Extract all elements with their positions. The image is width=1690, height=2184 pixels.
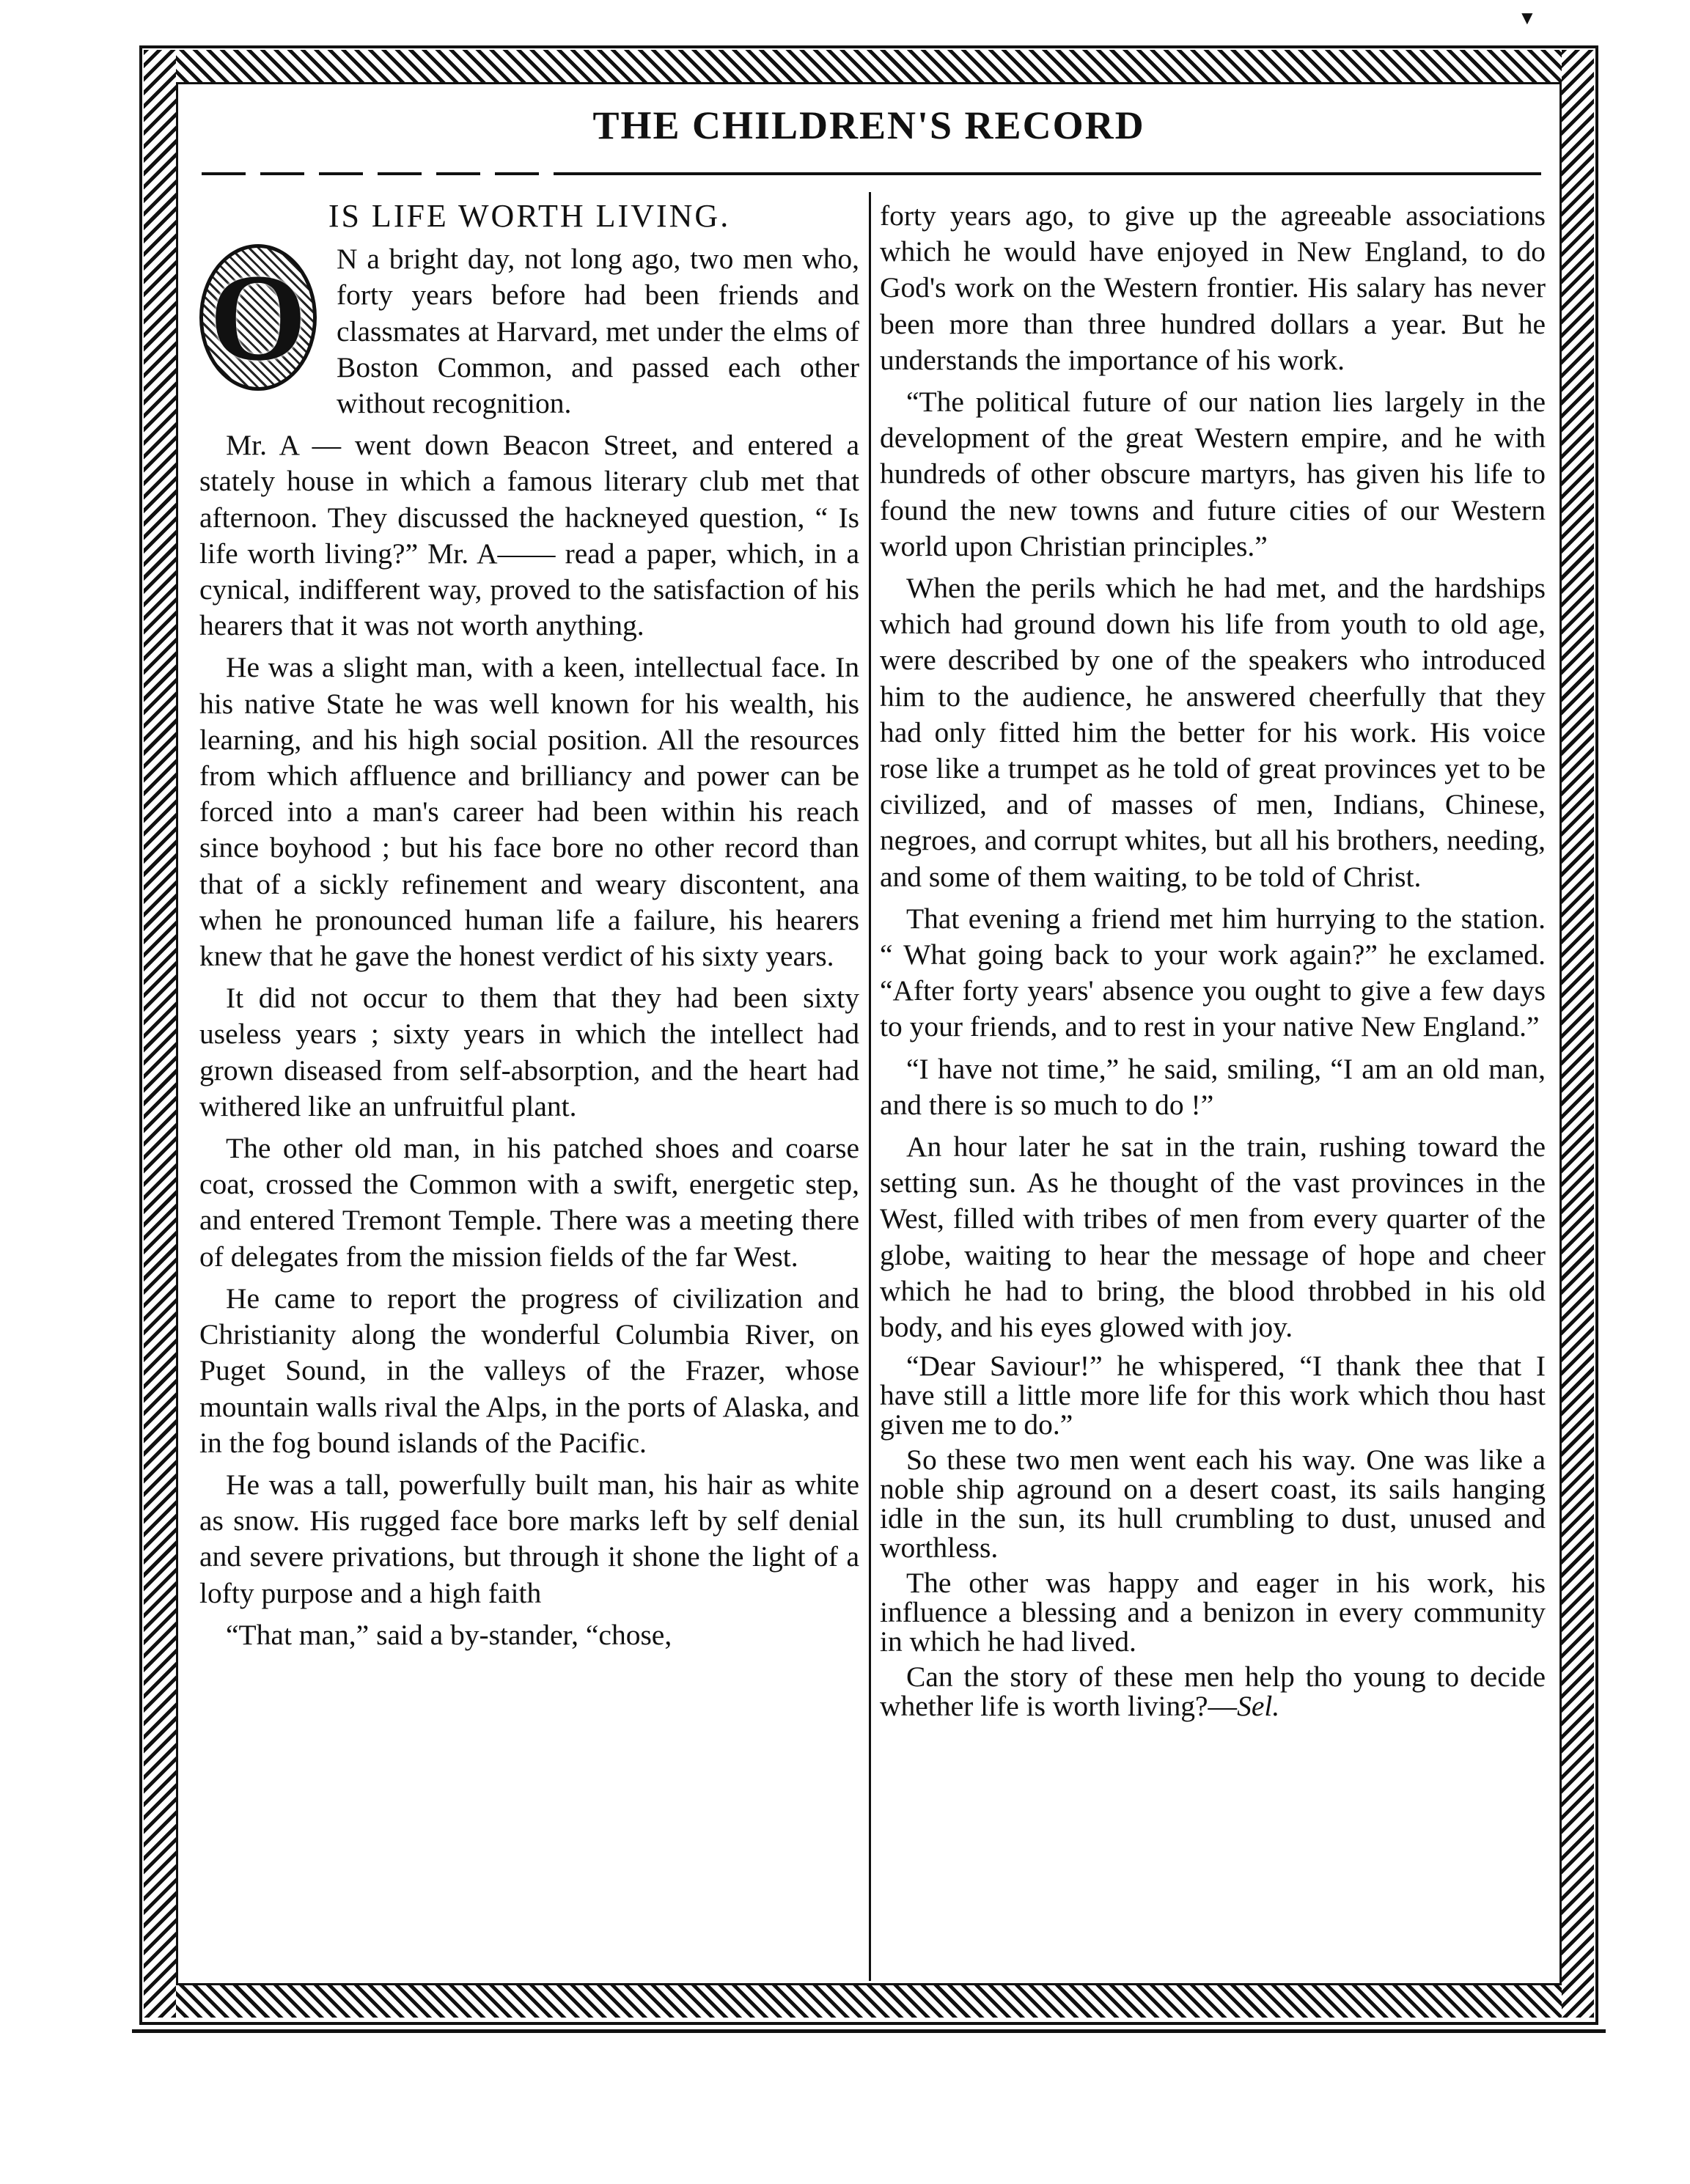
paragraph: He was a tall, powerfully built man, his hair as white as snow. His rugged face bore marks left by self denial and severe privations, but through it shone the light of a lofty purpose and a high faith	[199, 1468, 859, 1609]
paragraph: “Dear Saviour!” he whispered, “I thank thee that I have still a little more life for this work which thou hast given me to do.”	[880, 1350, 1546, 1441]
paragraph: Mr. A — went down Beacon Street, and entered a stately house in which a famous literary club met that afternoon. They discussed the hackneyed question, “ Is life worth living?” Mr. A—— read a paper, which, in a cynical, indifferent way, proved to the satisfaction of his hearers that it was not worth anything.	[199, 429, 859, 642]
paragraph: “I have not time,” he said, smiling, “I am an old man, and there is so much to do !”	[880, 1052, 1546, 1121]
right-column	[880, 198, 1546, 1727]
paragraph: When the perils which he had met, and the hardships which had ground down his life from youth to old age, were described by one of the speakers who introduced him to the audience, he answered cheerfully that they had only fitted him the better for his work. His voice rose like a trumpet as he told of great provinces yet to be civilized, and of masses of men, Indians, Chinese, negroes, and corrupt whites, but all his brothers, needing, and some of them waiting, to be told of Christ.	[880, 572, 1546, 893]
paragraph: “The political future of our nation lies largely in the development of the great Western empire, and he with hundreds of other obscure martyrs, has given his life to found the new towns and future cities of our Western world upon Christian principles.”	[880, 386, 1546, 562]
dropcap-letter: O	[209, 249, 307, 387]
paragraph: That evening a friend met him hurrying to the station. “ What going back to your work again?” he exclamed. “After forty years' absence you ought to give a few days to your friends, and to rest in your native New England.”	[880, 902, 1546, 1043]
closing-text: Can the story of these men help tho young to decide whether life is worth living?—	[880, 1661, 1546, 1723]
paragraph: The other old man, in his patched shoes and coarse coat, crossed the Common with a swift, energetic step, and entered Tremont Temple. There was a meeting there of delegates from the mission fields of the far West.	[199, 1132, 859, 1273]
header-rule	[595, 172, 1541, 175]
border-hatch-left	[144, 50, 176, 2018]
border-hatch-bottom	[144, 1985, 1594, 2018]
column-divider	[869, 192, 871, 1981]
paragraph: “That man,” said a by-stander, “chose,	[226, 1618, 672, 1651]
left-column	[199, 198, 859, 1659]
border-hatch-top	[144, 50, 1594, 82]
border-hatch-right	[1562, 50, 1594, 2018]
paragraph: N a bright day, not long ago, two men who, forty years before had been friends and classmates at Harvard, met under the elms of Boston Common, and passed each other without recognition.	[337, 243, 859, 420]
dropcap	[199, 244, 320, 394]
paragraph: So these two men went each his way. One was like a noble ship aground on a desert coast, its sails hanging idle in the sun, its hull crumbling to dust, unused and worthless.	[880, 1444, 1546, 1565]
article-title: IS LIFE WORTH LIVING.	[328, 198, 731, 234]
page-mark: ▼	[1518, 7, 1537, 29]
paragraph: forty years ago, to give up the agreeable associations which he would have enjoyed in New England, to do God's work on the Western frontier. His salary has never been more than three hundred dollars a year. But he understands the importance of his work.	[880, 199, 1546, 376]
paragraph: He was a slight man, with a keen, intellectual face. In his native State he was well known for his wealth, his learning, and his high social position. All the resources from which affluence and brilliancy and power can be forced into a man's career had been within his reach since boyhood ; but his face bore no other record than that of a sickly refinement and weary discontent, ana when he pronounced human life a failure, his hearers knew that he gave the honest verdict of his sixty years.	[199, 651, 859, 973]
bottom-rule	[132, 2029, 1606, 2033]
page-title: THE CHILDREN'S RECORD	[592, 103, 1145, 147]
closing-paragraph	[880, 1662, 1546, 1721]
paragraph: An hour later he sat in the train, rushing toward the setting sun. As he thought of the vast provinces in the West, filled with tribes of men from every quarter of the globe, waiting to hear the message of hope and cheer which he had to bring, the blood throbbed in his old body, and his eyes glowed with joy.	[880, 1130, 1546, 1344]
closing-section	[880, 1351, 1546, 1721]
paragraph: It did not occur to them that they had been sixty useless years ; sixty years in which the intellect had grown diseased from self-absorption, and the heart had withered like an unfruitful plant.	[199, 982, 859, 1122]
signature: Sel.	[1237, 1690, 1280, 1723]
paragraph: He came to report the progress of civilization and Christianity along the wonderful Columbia River, on Puget Sound, in the valleys of the Frazer, whose mountain walls rival the Alps, in the ports of Alaska, and in the fog bound islands of the Pacific.	[199, 1282, 859, 1459]
header-rule-dashed	[202, 172, 598, 175]
paragraph: The other was happy and eager in his work, his influence a blessing and a benizon in every community in which he had lived.	[880, 1567, 1546, 1658]
